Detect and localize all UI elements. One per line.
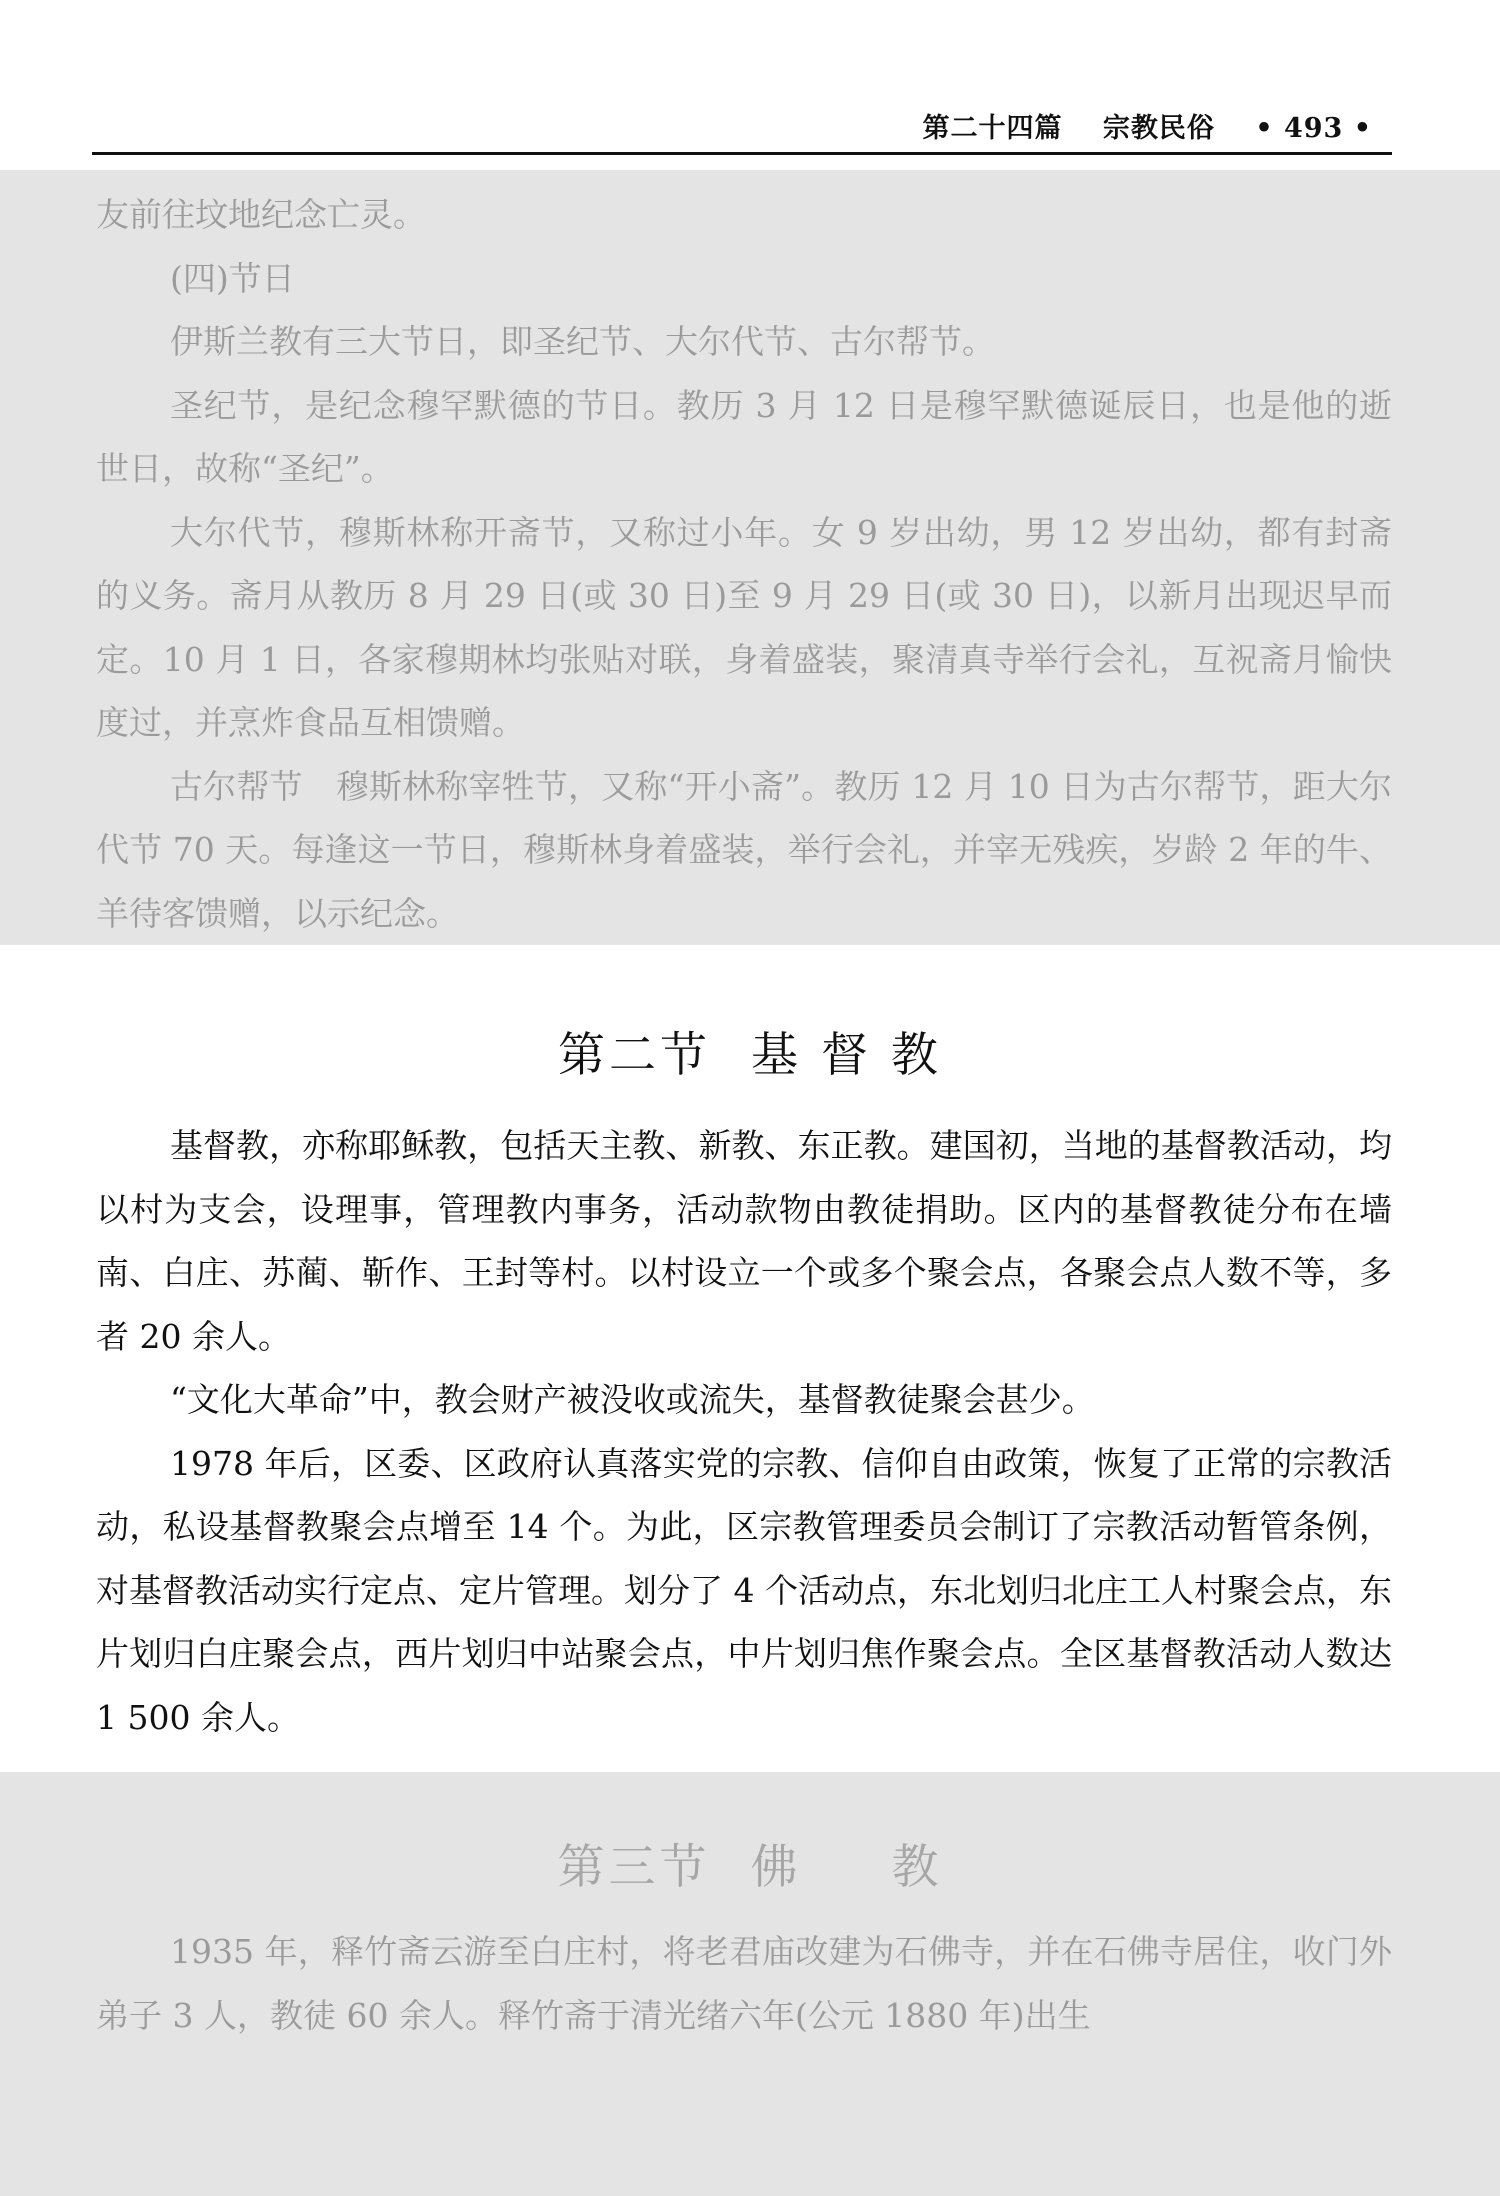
- section-number: 第二节: [558, 1028, 712, 1083]
- page-number: • 493 •: [1255, 113, 1372, 144]
- paragraph: 1978 年后，区委、区政府认真落实党的宗教、信仰自由政策，恢复了正常的宗教活动，私设基督教聚会点增至 14 个。为此，区宗教管理委员会制订了宗教活动暂管条例，对基督教活动实行定点、定片管理。划分了 4 个活动点，东北划归北庄工人村聚会点，东片划归白庄聚会点，西片划归中站聚会点，中片划归焦作聚会点。全区基督教活动人数达 1 500 余人。: [96, 1443, 1392, 1737]
- section-title-buddhism: [0, 1830, 1500, 1897]
- paragraph: 古尔帮节 穆斯林称宰牲节，又称“开小斋”。教历 12 月 10 日为古尔帮节，距大尔代节 70 天。每逢这一节日，穆斯林身着盛装，举行会礼，并宰无残疾，岁龄 2 年的牛、羊待客馈赠，以示纪念。: [96, 766, 1392, 933]
- paragraph: 友前往坟地纪念亡灵。: [96, 195, 426, 234]
- header-part: 第二十四篇: [922, 113, 1063, 144]
- section-title-christianity: [0, 1018, 1500, 1085]
- paragraph: 基督教，亦称耶稣教，包括天主教、新教、东正教。建国初，当地的基督教活动，均以村为支会，设理事，管理教内事务，活动款物由教徒捐助。区内的基督教徒分布在墙南、白庄、苏蔺、靳作、王封等村。以村设立一个或多个聚会点，各聚会点人数不等，多者 20 余人。: [96, 1126, 1392, 1356]
- header-title: 宗教民俗: [1102, 113, 1215, 144]
- christianity-text: [96, 1114, 1392, 1749]
- section-name-part1: 佛: [750, 1840, 802, 1895]
- running-header: [923, 106, 1373, 145]
- section-name: 基 督 教: [751, 1028, 942, 1083]
- paragraph: 1935 年，释竹斋云游至白庄村，将老君庙改建为石佛寺，并在石佛寺居住，收门外弟子 3 人，教徒 60 余人。释竹斋于清光绪六年(公元 1880 年)出生: [96, 1932, 1392, 2035]
- buddhism-text: [96, 1920, 1392, 2047]
- subheading: (四)节日: [170, 258, 295, 298]
- section-name-part2: 教: [891, 1840, 943, 1895]
- paragraph: “文化大革命”中，教会财产被没收或流失，基督教徒聚会甚少。: [170, 1380, 1095, 1419]
- page-header: [92, 100, 1392, 155]
- paragraph: 大尔代节，穆斯林称开斋节，又称过小年。女 9 岁出幼，男 12 岁出幼，都有封斋的义务。斋月从教历 8 月 29 日(或 30 日)至 9 月 29 日(或 30 日)，以新月出现迟早而定。10 月 1 日，各家穆期林均张贴对联，身着盛装，聚清真寺举行会礼，互祝斋月愉快度过，并烹炸食品互相馈赠。: [96, 512, 1392, 742]
- islam-festivals-text: [96, 183, 1392, 945]
- paragraph: 伊斯兰教有三大节日，即圣纪节、大尔代节、古尔帮节。: [170, 322, 995, 361]
- paragraph: 圣纪节，是纪念穆罕默德的节日。教历 3 月 12 日是穆罕默德诞辰日，也是他的逝世日，故称“圣纪”。: [96, 385, 1392, 488]
- section-number: 第三节: [557, 1840, 711, 1895]
